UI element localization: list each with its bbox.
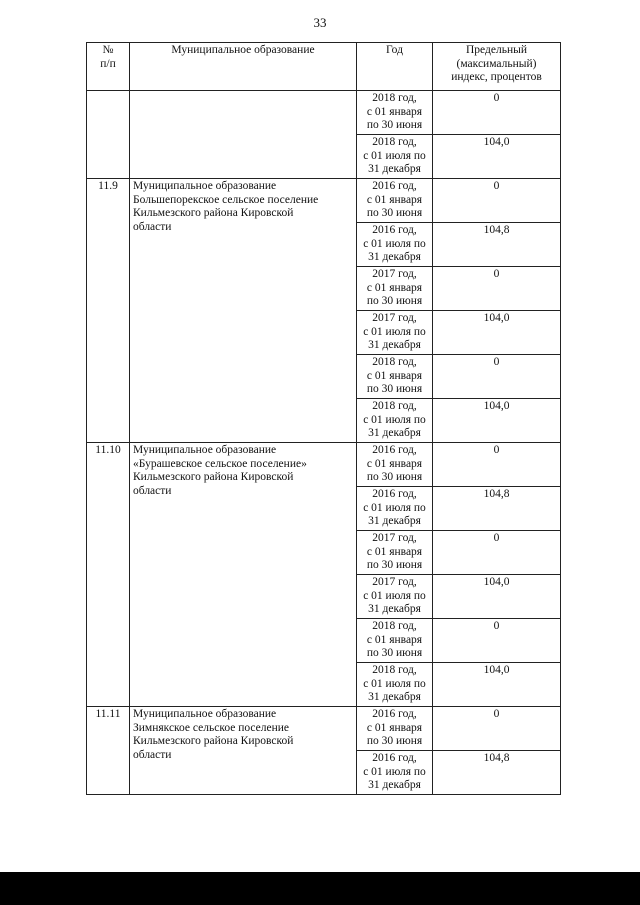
period-cell [357, 267, 433, 311]
period-line: по 30 июня [366, 647, 423, 659]
header-num: № п/п [87, 43, 130, 91]
period-line: 31 декабря [368, 427, 421, 439]
period-line: 31 декабря [368, 251, 421, 263]
period-line: 2017 год, [372, 576, 417, 588]
period-cell [357, 311, 433, 355]
period-line: с 01 июля по [363, 765, 426, 778]
period-cell [357, 531, 433, 575]
period-line: с 01 июля по [363, 237, 426, 250]
municipality-line: «Бурашевское сельское поселение» [133, 457, 307, 470]
period-line: 31 декабря [368, 339, 421, 351]
municipality-line: Зимнякское сельское поселение [133, 721, 290, 734]
period-line: по 30 июня [366, 735, 423, 747]
municipality-line: Большепорекское сельское поселение [133, 193, 319, 206]
period-cell [357, 663, 433, 707]
index-value-cell: 0 [433, 531, 561, 575]
period-line: с 01 июля по [363, 413, 426, 426]
period-line: с 01 января [366, 105, 423, 118]
header-index: Предельный (максимальный) индекс, процентов [433, 43, 561, 91]
row-number-cell [87, 91, 130, 179]
period-line: по 30 июня [366, 295, 423, 307]
period-cell [357, 91, 433, 135]
period-line: 2017 год, [372, 532, 417, 544]
period-cell [357, 223, 433, 267]
row-number-cell: 11.11 [87, 707, 130, 795]
period-line: с 01 января [366, 545, 423, 558]
period-line: 31 декабря [368, 691, 421, 703]
table-row [87, 179, 561, 223]
index-value-cell: 0 [433, 355, 561, 399]
period-line: 31 декабря [368, 603, 421, 615]
period-line: 31 декабря [368, 779, 421, 791]
table-row [87, 91, 561, 135]
period-cell [357, 443, 433, 487]
municipality-line: Кильмезского района Кировской [133, 735, 294, 747]
index-value-cell: 104,0 [433, 575, 561, 619]
index-value-cell: 0 [433, 619, 561, 663]
municipality-line: области [133, 220, 172, 233]
period-line: с 01 июля по [363, 501, 426, 514]
period-line: по 30 июня [366, 119, 423, 131]
period-line: с 01 января [366, 721, 423, 734]
period-cell [357, 135, 433, 179]
period-line: 31 декабря [368, 515, 421, 527]
period-line: по 30 июня [366, 383, 423, 395]
index-value-cell: 0 [433, 267, 561, 311]
table-row [87, 707, 561, 751]
period-line: по 30 июня [366, 559, 423, 571]
row-number-cell: 11.9 [87, 179, 130, 443]
index-value-cell: 0 [433, 91, 561, 135]
period-line: 2017 год, [372, 312, 417, 324]
municipality-line: Муниципальное образование [133, 708, 277, 720]
index-value-cell: 0 [433, 179, 561, 223]
municipality-cell [130, 91, 357, 179]
period-line: 2016 год, [372, 488, 417, 500]
header-municipality: Муниципальное образование [130, 43, 357, 91]
period-line: 2018 год, [372, 92, 417, 104]
page-number: 33 [313, 15, 327, 30]
period-line: 2018 год, [372, 664, 417, 676]
period-line: 31 декабря [368, 163, 421, 175]
period-line: по 30 июня [366, 471, 423, 483]
period-line: 2018 год, [372, 620, 417, 632]
index-value-cell: 104,0 [433, 311, 561, 355]
index-value-cell: 104,0 [433, 399, 561, 443]
index-value-cell: 104,8 [433, 223, 561, 267]
index-value-cell: 0 [433, 707, 561, 751]
header-year: Год [357, 43, 433, 91]
period-line: с 01 июля по [363, 589, 426, 602]
period-line: 2016 год, [372, 180, 417, 192]
municipality-line: Кильмезского района Кировской [133, 207, 294, 219]
period-line: по 30 июня [366, 207, 423, 219]
municipality-cell [130, 707, 357, 795]
period-cell [357, 707, 433, 751]
municipality-line: области [133, 748, 172, 761]
period-line: с 01 января [366, 369, 423, 382]
tariff-index-table [86, 42, 561, 795]
period-line: с 01 января [366, 457, 423, 470]
index-value-cell: 104,0 [433, 135, 561, 179]
municipality-cell [130, 179, 357, 443]
period-cell [357, 751, 433, 795]
period-line: 2017 год, [372, 268, 417, 280]
period-line: 2016 год, [372, 444, 417, 456]
index-value-cell: 104,8 [433, 751, 561, 795]
municipality-line: Кильмезского района Кировской [133, 471, 294, 483]
period-line: 2018 год, [372, 136, 417, 148]
period-line: с 01 июля по [363, 677, 426, 690]
period-line: с 01 июля по [363, 325, 426, 338]
period-line: 2018 год, [372, 400, 417, 412]
period-line: с 01 июля по [363, 149, 426, 162]
period-line: 2016 год, [372, 752, 417, 764]
municipality-line: области [133, 484, 172, 497]
row-number-cell: 11.10 [87, 443, 130, 707]
table-row [87, 443, 561, 487]
municipality-line: Муниципальное образование [133, 444, 277, 456]
index-value-cell: 104,8 [433, 487, 561, 531]
period-cell [357, 619, 433, 663]
index-value-cell: 104,0 [433, 663, 561, 707]
period-cell [357, 575, 433, 619]
table-body [87, 91, 561, 795]
table-header-row [87, 43, 561, 91]
municipality-line: Муниципальное образование [133, 180, 277, 192]
period-cell [357, 399, 433, 443]
period-line: с 01 января [366, 633, 423, 646]
period-cell [357, 179, 433, 223]
period-cell [357, 487, 433, 531]
index-value-cell: 0 [433, 443, 561, 487]
period-line: с 01 января [366, 193, 423, 206]
scan-bottom-border [0, 872, 640, 905]
period-line: с 01 января [366, 281, 423, 294]
period-line: 2016 год, [372, 224, 417, 236]
municipality-cell [130, 443, 357, 707]
period-cell [357, 355, 433, 399]
period-line: 2016 год, [372, 708, 417, 720]
period-line: 2018 год, [372, 356, 417, 368]
